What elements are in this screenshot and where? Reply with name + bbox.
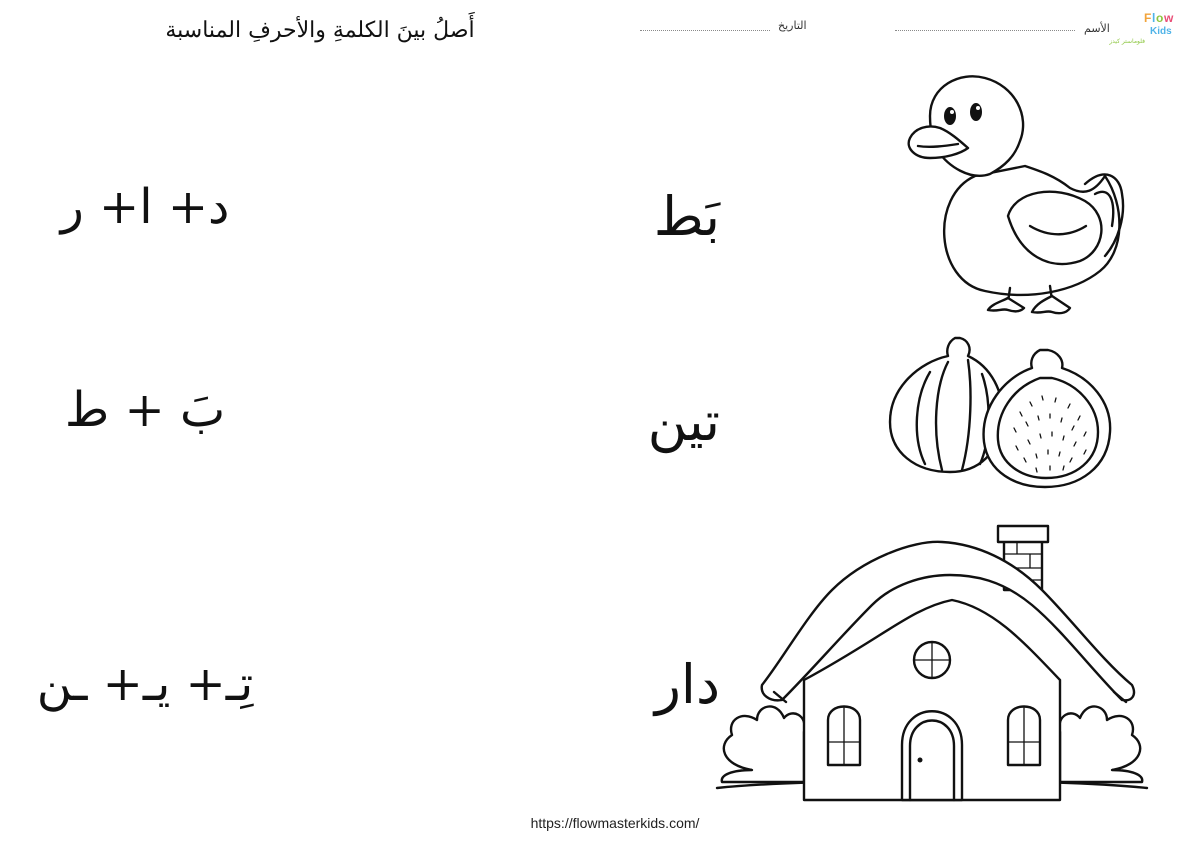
date-label: التاريخ xyxy=(778,19,807,32)
letters-house[interactable]: د+ ا+ ر xyxy=(60,179,230,235)
word-figs[interactable]: تين xyxy=(647,390,720,453)
letters-duck[interactable]: بَ + ط xyxy=(64,382,226,438)
figs-icon xyxy=(880,332,1125,492)
svg-text:F: F xyxy=(1144,11,1152,25)
logo-subtext: فلوماستر كيدز xyxy=(1109,38,1145,45)
letters-figs[interactable]: تِـ+ يـ+ ـن xyxy=(36,656,254,712)
footer-url[interactable]: https://flowmasterkids.com/ xyxy=(530,815,700,831)
worksheet-title: أَصلُ بينَ الكلمةِ والأحرفِ المناسبة xyxy=(165,18,475,43)
name-line[interactable] xyxy=(895,30,1075,31)
svg-text:Kids: Kids xyxy=(1150,26,1172,37)
svg-text:l: l xyxy=(1152,11,1156,25)
name-label: الأسم xyxy=(1084,22,1110,35)
svg-text:o: o xyxy=(1156,11,1164,25)
duck-icon xyxy=(890,66,1140,326)
date-line[interactable] xyxy=(640,30,770,31)
svg-text:w: w xyxy=(1164,11,1174,25)
brand-logo xyxy=(1109,6,1188,46)
house-icon xyxy=(712,520,1152,820)
word-duck[interactable]: بَط xyxy=(653,185,720,248)
word-house[interactable]: دار xyxy=(654,653,720,716)
